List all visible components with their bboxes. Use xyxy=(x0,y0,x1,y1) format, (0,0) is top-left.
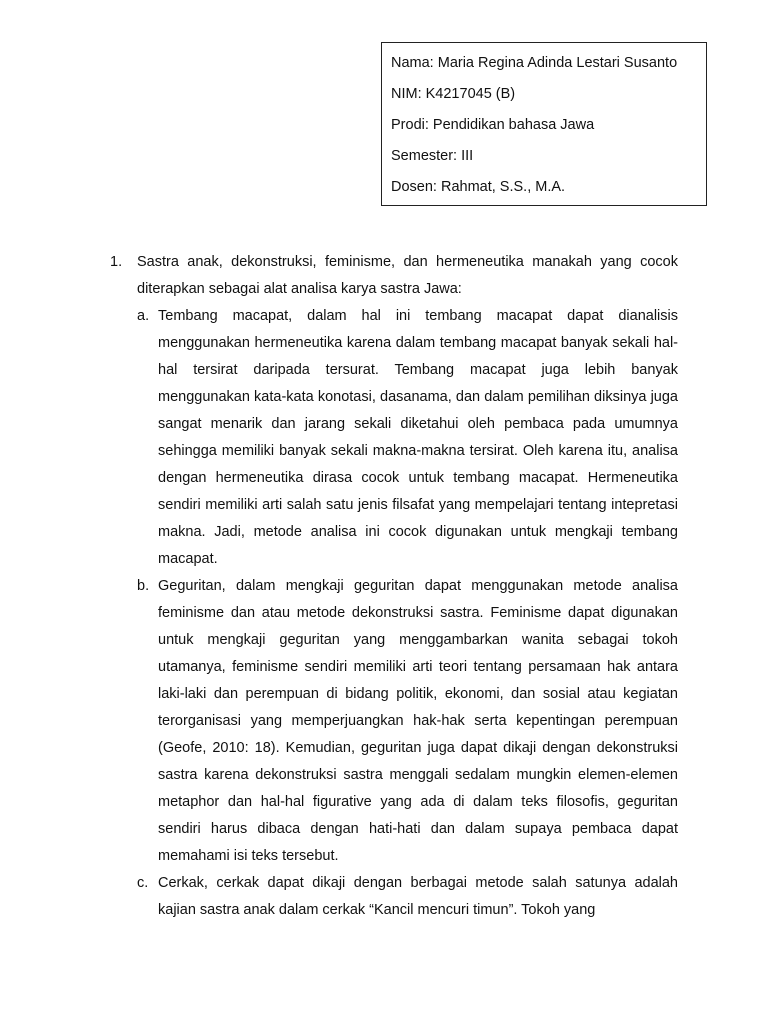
semester: Semester: III xyxy=(391,148,474,164)
student-nim: NIM: K4217045 (B) xyxy=(391,86,516,102)
question-number: 1. xyxy=(110,254,123,270)
lecturer: Dosen: Rahmat, S.S., M.A. xyxy=(391,179,566,195)
student-name: Nama: Maria Regina Adinda Lestari Susanto xyxy=(391,55,678,71)
answer-item-a xyxy=(137,303,678,573)
student-info-box xyxy=(381,42,707,206)
question-item xyxy=(110,249,678,924)
answer-text: Geguritan, dalam mengkaji geguritan dapat menggunakan metode analisa feminisme dan atau metode dekonstruksi sastra. Feminisme dapat digunakan untuk mengkaji geguritan yang menggambarkan wanita sebagai tokoh utamanya, feminisme sendiri memiliki arti teori tentang persamaan hak antara laki-laki dan perempuan di bidang politik, ekonomi, dan sosial atau kegiatan terorganisasi yang memperjuangkan hak-hak serta kepentingan perempuan (Geofe, 2010: 18). Kemudian, geguritan juga dapat dikaji dengan dekonstruksi sastra karena dekonstruksi sastra menggali sedalam mungkin elemen-elemen metaphor dan hal-hal figurative yang ada di dalam teks filosofis, geguritan sendiri harus dibaca dengan hati-hati dan dalam supaya pembaca dapat memahami isi teks tersebut. xyxy=(158,578,678,864)
answer-text: Cerkak, cerkak dapat dikaji dengan berbagai metode salah satunya adalah kajian sastra anak dalam cerkak “Kancil mencuri timun”. Tokoh yang xyxy=(158,875,678,918)
answer-letter: c. xyxy=(137,875,149,891)
answer-item-b xyxy=(137,573,678,870)
answer-letter: a. xyxy=(137,308,150,324)
answer-item-c xyxy=(137,870,678,924)
study-program: Prodi: Pendidikan bahasa Jawa xyxy=(391,117,595,133)
answer-text: Tembang macapat, dalam hal ini tembang macapat dapat dianalisis menggunakan hermeneutika karena dalam tembang macapat banyak sekali hal-hal tersirat daripada tersurat. Tembang macapat juga lebih banyak menggunakan kata-kata konotasi, dasanama, dan dalam pemilihan diksinya juga sangat menarik dan jarang sekali diketahui oleh pembaca pada umumnya sehingga memiliki banyak sekali makna-makna tersirat. Oleh karena itu, analisa dengan hermeneutika dirasa cocok untuk tembang macapat. Hermeneutika sendiri memiliki arti salah satu jenis filsafat yang mempelajari tentang intepretasi makna. Jadi, metode analisa ini cocok digunakan untuk mengkaji tembang macapat. xyxy=(158,308,678,567)
answer-letter: b. xyxy=(137,578,150,594)
question-text: Sastra anak, dekonstruksi, feminisme, dan hermeneutika manakah yang cocok diterapkan sebagai alat analisa karya sastra Jawa: xyxy=(137,254,678,297)
question-list xyxy=(110,249,678,924)
